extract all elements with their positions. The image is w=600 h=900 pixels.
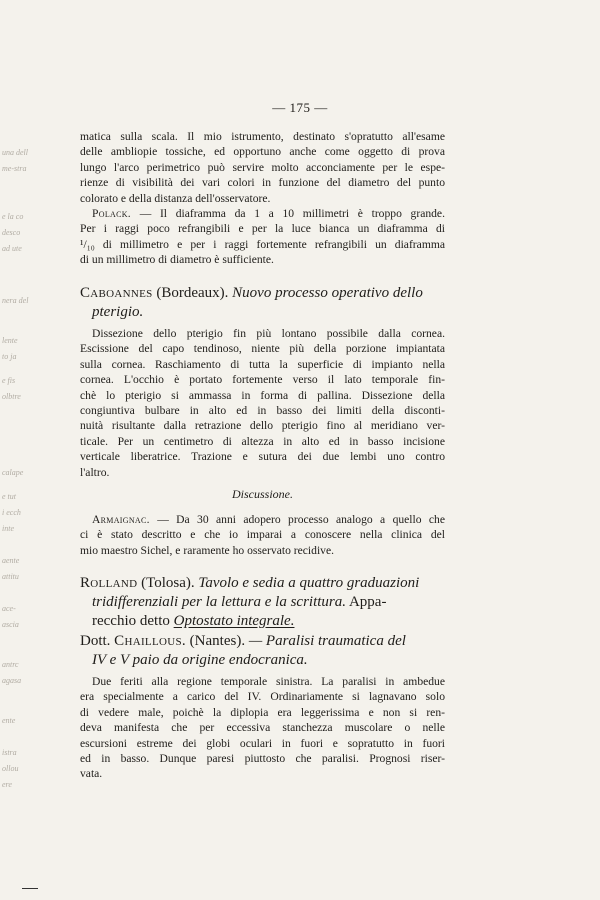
text-line: Escissione del capo tendinoso, niente più della porzione impiantata — [80, 342, 445, 356]
text-line: colorato e della distanza dell'osservatore. — [80, 191, 271, 205]
text-line: congiuntiva bulbare in alto ed in basso dei limiti della disconti- — [80, 404, 445, 418]
author-name: Caboannes — [80, 285, 153, 301]
text-line: l'altro. — [80, 465, 110, 479]
heading-line — [80, 612, 445, 631]
text-line: Per i raggi poco refrangibili e per la luce bianca un diaframma di — [80, 222, 445, 236]
author-name: Rolland — [80, 575, 138, 591]
margin-fragment: calape — [2, 468, 24, 477]
text-line: Dissezione dello pterigio fin più lontano possibile dalla cornea. — [92, 327, 445, 340]
margin-fragment: ente — [2, 716, 16, 725]
text-line: ticale. Per un centimetro di altezza in alto ed in basso incisione — [80, 434, 445, 448]
text-line: matica sulla scala. Il mio istrumento, destinato s'opratutto all'esame — [80, 130, 445, 143]
margin-fragment: lente — [2, 336, 18, 345]
heading-line — [80, 593, 445, 612]
author-name: Armaignac. — [92, 513, 150, 526]
polack-comment — [80, 206, 445, 268]
text-line: chè lo pterigio si ammassa in forma di pallina. Dissezione della — [80, 388, 445, 402]
margin-fragment: inte — [2, 524, 14, 533]
intro-paragraph — [80, 129, 445, 206]
text-line: di un millimetro di diametro è sufficiente. — [80, 253, 274, 267]
author-place: (Bordeaux). — [156, 285, 229, 301]
text-line: cornea. L'occhio è portato fortemente verso il lato temporale fin- — [80, 373, 445, 387]
text-line: delle ambliopie tossiche, ed opportuno anche come oggetto di prova — [80, 145, 445, 159]
article-title-cont: IV e V paio da origine endocranica. — [92, 652, 308, 668]
margin-fragment: attitu — [2, 572, 19, 581]
margin-fragment: e la co — [2, 212, 24, 221]
article-title-cont: tridifferenziali per la lettura e la scrittura. — [92, 594, 347, 610]
text-line: lungo l'arco perimetrico può servire molto acconciamente per le espe- — [80, 160, 445, 174]
margin-fragment: to ja — [2, 352, 17, 361]
author-place: (Tolosa). — [141, 575, 195, 591]
margin-fragment: ad ute — [2, 244, 22, 253]
margin-fragment: ere — [2, 780, 12, 789]
comment-text: — Il diaframma da 1 a 10 millimetri è troppo grande. — [139, 207, 445, 220]
margin-fragment: ollou — [2, 764, 19, 773]
text-line: di vedere male, poichè la diplopia era leggerissima e non si ren- — [80, 705, 445, 719]
author-name: Polack. — [92, 207, 132, 220]
page-number: — 175 — — [272, 100, 328, 115]
armaignac-comment — [80, 512, 445, 558]
text-line: ¹/₁₀ di millimetro e per i raggi fortemente refrangibili un diaframma — [80, 237, 445, 251]
device-name: Optostato integrale. — [173, 613, 295, 629]
text-line: vata. — [80, 767, 103, 781]
margin-fragment: olbtre — [2, 392, 21, 401]
article-title: — Paralisi traumatica del — [248, 633, 406, 649]
margin-fragment: agasa — [2, 676, 22, 685]
margin-fragment: ace- — [2, 604, 16, 613]
text-line: verticale liberatrice. Trazione e sutura dei due lembi uno contro — [80, 450, 445, 464]
margin-fragment: una dell — [2, 148, 28, 157]
text-line: rienze di visibilità dei vari colori in funzione del diametro del punto — [80, 176, 445, 190]
margin-fragment: desco — [2, 228, 21, 237]
text-line: era specialmente a carico del IV. Ordinariamente si lagnavano solo — [80, 690, 445, 704]
chaillous-body — [80, 674, 445, 782]
text-line: mio maestro Sichel, e raramente ho osservato recidive. — [80, 543, 335, 557]
margin-fragment: istra — [2, 748, 17, 757]
author-prefix: Dott. — [80, 633, 111, 649]
margin-fragment: e tut — [2, 492, 16, 501]
author-place: (Nantes). — [189, 633, 246, 649]
text-line: deva manifesta che per eccessiva stanchezza muscolare o nelle — [80, 721, 445, 735]
text-line — [80, 206, 445, 221]
margin-fragment: aente — [2, 556, 20, 565]
text-line: ed in basso. Dunque paresi piuttosto che paralisi. Prognosi riser- — [80, 752, 445, 766]
heading-line — [80, 632, 445, 651]
edge-mark — [22, 888, 38, 889]
comment-text: — Da 30 anni adopero processo analogo a quello che — [157, 513, 445, 526]
margin-fragment: me-stra — [2, 164, 27, 173]
margin-fragment: nera del — [2, 296, 29, 305]
margin-fragment: ascia — [2, 620, 19, 629]
text-line: ci è stato descritto e che io imparai a conoscere nella clinica del — [80, 528, 445, 542]
chaillous-heading — [80, 632, 445, 670]
margin-fragment: i ecch — [2, 508, 21, 517]
heading-line — [80, 574, 445, 593]
margin-fragment: e fis — [2, 376, 16, 385]
opposite-page-bleed-through — [2, 0, 54, 900]
article-title: Nuovo processo operativo dello — [232, 285, 423, 301]
heading-text: recchio detto — [92, 613, 170, 629]
caboannes-body — [80, 326, 445, 480]
text-line: Due feriti alla regione temporale sinistra. La paralisi in ambedue — [92, 675, 445, 688]
heading-text: Appa- — [348, 594, 387, 610]
author-name: Chaillous. — [114, 633, 186, 649]
article-title-cont: pterigio. — [92, 304, 144, 320]
caboannes-heading — [80, 284, 445, 322]
article-title: Tavolo e sedia a quattro graduazioni — [198, 575, 420, 591]
text-line: nuità risultante dalla retrazione dello pterigio fino al meridiano ver- — [80, 419, 445, 433]
discussion-heading: Discussione. — [232, 487, 293, 501]
heading-line — [80, 284, 445, 303]
text-line: escursioni estreme dei globi oculari in fuori e sopratutto in fuori — [80, 736, 445, 750]
margin-fragment: antrc — [2, 660, 19, 669]
text-line: sulla cornea. Raschiamento di tutta la superficie di impianto nella — [80, 357, 445, 371]
text-line — [80, 512, 445, 527]
rolland-heading — [80, 574, 445, 631]
